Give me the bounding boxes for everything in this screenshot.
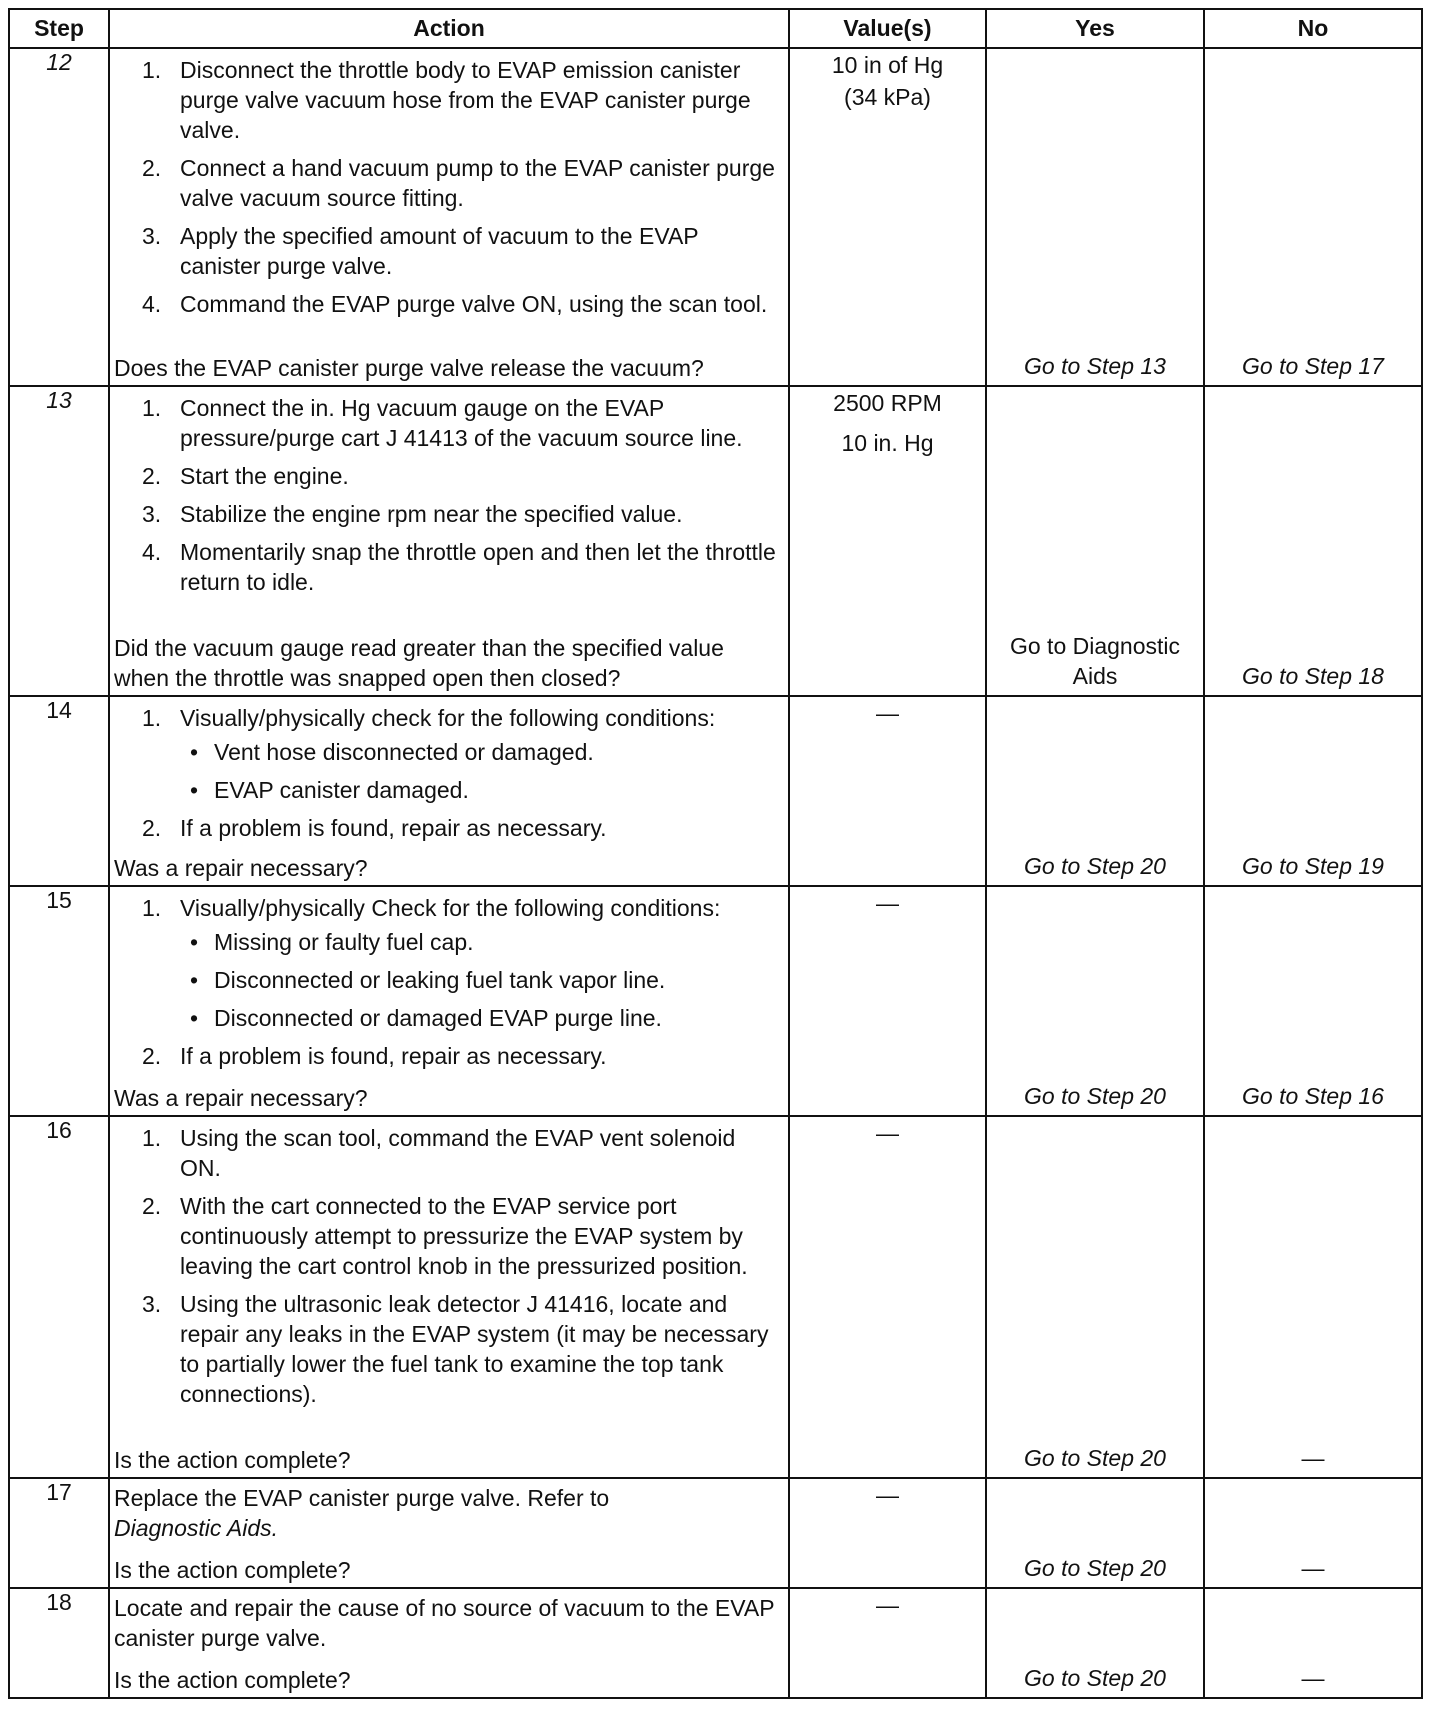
action-cell	[109, 386, 789, 696]
no-cell	[1204, 696, 1422, 886]
value-text: 2500 RPM	[833, 390, 942, 416]
action-question: Is the action complete?	[114, 1557, 351, 1583]
header-row	[9, 9, 1422, 48]
value-text: —	[876, 890, 899, 916]
step-text: Apply the specified amount of vacuum to the EVAP canister purge valve.	[180, 223, 699, 279]
step-number: 13	[9, 386, 109, 696]
action-step	[110, 393, 788, 453]
no-result: Go to Step 16	[1242, 1083, 1384, 1109]
value-text: —	[876, 1592, 899, 1618]
value-cell	[789, 1478, 986, 1588]
step-index: 2.	[142, 1193, 162, 1219]
step-index: 2.	[142, 155, 162, 181]
action-cell	[109, 696, 789, 886]
yes-cell	[986, 886, 1204, 1116]
table-row	[9, 1588, 1422, 1698]
action-step	[110, 813, 788, 843]
yes-result: Go to Step 20	[1024, 1445, 1166, 1471]
table-row	[9, 696, 1422, 886]
no-cell	[1204, 1478, 1422, 1588]
no-result: Go to Step 18	[1242, 663, 1384, 689]
step-index: 2.	[142, 463, 162, 489]
yes-cell	[986, 48, 1204, 386]
step-index: 1.	[142, 895, 162, 921]
action-cell	[109, 1588, 789, 1698]
action-step	[110, 289, 788, 319]
action-step	[110, 703, 788, 805]
action-cell	[109, 1116, 789, 1478]
table-row	[9, 48, 1422, 386]
step-index: 4.	[142, 539, 162, 565]
step-text: Connect a hand vacuum pump to the EVAP canister purge valve vacuum source fitting.	[180, 155, 775, 211]
step-text: If a problem is found, repair as necessary.	[180, 1043, 607, 1069]
value-cell	[789, 48, 986, 386]
step-text: If a problem is found, repair as necessary.	[180, 815, 607, 841]
action-question: Does the EVAP canister purge valve release the vacuum?	[114, 355, 704, 381]
action-step	[110, 1041, 788, 1071]
condition-bullet: • EVAP canister damaged.	[180, 775, 780, 805]
step-number: 16	[9, 1116, 109, 1478]
yes-result: Go to Step 13	[1024, 353, 1166, 379]
step-text: Start the engine.	[180, 463, 349, 489]
action-text	[110, 1479, 788, 1547]
no-result: —	[1301, 1555, 1325, 1581]
step-index: 3.	[142, 501, 162, 527]
action-question: Is the action complete?	[114, 1667, 351, 1693]
value-cell	[789, 1116, 986, 1478]
no-result: —	[1301, 1445, 1325, 1471]
step-number: 14	[9, 696, 109, 886]
no-result: Go to Step 17	[1242, 353, 1384, 379]
step-text: With the cart connected to the EVAP service port continuously attempt to pressurize the EVAP system by leaving the cart control knob in the pressurized position.	[180, 1193, 748, 1279]
value-cell	[789, 886, 986, 1116]
step-number: 15	[9, 886, 109, 1116]
action-question: Did the vacuum gauge read greater than the specified value when the throttle was snapped open then closed?	[114, 635, 724, 691]
step-text: Stabilize the engine rpm near the specified value.	[180, 501, 683, 527]
value-text: —	[876, 1120, 899, 1146]
value-cell	[789, 1588, 986, 1698]
yes-cell	[986, 386, 1204, 696]
step-index: 1.	[142, 1125, 162, 1151]
action-sentence: Replace the EVAP canister purge valve. Refer to	[114, 1485, 610, 1511]
step-number: 12	[9, 48, 109, 386]
yes-result: Go to Step 20	[1024, 1083, 1166, 1109]
action-question: Was a repair necessary?	[114, 855, 368, 881]
yes-cell	[986, 1588, 1204, 1698]
no-result: —	[1301, 1665, 1325, 1691]
step-number: 17	[9, 1478, 109, 1588]
action-step	[110, 499, 788, 529]
table-row	[9, 1478, 1422, 1588]
step-index: 4.	[142, 291, 162, 317]
yes-result: Go to Step 20	[1024, 1665, 1166, 1691]
step-text: Disconnect the throttle body to EVAP emission canister purge valve vacuum hose from the EVAP canister purge valve.	[180, 57, 751, 143]
yes-cell	[986, 1116, 1204, 1478]
action-step	[110, 537, 788, 597]
action-question: Was a repair necessary?	[114, 1085, 368, 1111]
diagnostic-table	[8, 8, 1423, 1699]
yes-result: Go to Step 20	[1024, 1555, 1166, 1581]
value-text-secondary: 10 in. Hg	[841, 430, 934, 456]
value-text: —	[876, 1482, 899, 1508]
action-step	[110, 1289, 788, 1409]
table-row	[9, 886, 1422, 1116]
step-index: 3.	[142, 1291, 162, 1317]
step-text: Command the EVAP purge valve ON, using the scan tool.	[180, 291, 768, 317]
no-cell	[1204, 886, 1422, 1116]
action-question: Is the action complete?	[114, 1447, 351, 1473]
action-cell	[109, 1478, 789, 1588]
value-text: 10 in of Hg	[831, 52, 944, 78]
header-values: Value(s)	[789, 9, 986, 48]
header-no: No	[1204, 9, 1422, 48]
step-text: Momentarily snap the throttle open and then let the throttle return to idle.	[180, 539, 776, 595]
condition-bullet: • Missing or faulty fuel cap.	[180, 927, 780, 957]
value-text-secondary: (34 kPa)	[844, 84, 931, 110]
condition-bullet: • Disconnected or leaking fuel tank vapor line.	[180, 965, 780, 995]
no-cell	[1204, 386, 1422, 696]
step-text: Using the ultrasonic leak detector J 41416, locate and repair any leaks in the EVAP system (it may be necessary to partially lower the fuel tank to examine the top tank connections).	[180, 1291, 769, 1407]
header-action: Action	[109, 9, 789, 48]
step-number: 18	[9, 1588, 109, 1698]
value-text: —	[876, 700, 899, 726]
action-step	[110, 461, 788, 491]
action-text: Locate and repair the cause of no source of vacuum to the EVAP canister purge valve.	[114, 1595, 775, 1651]
value-cell	[789, 386, 986, 696]
action-step	[110, 1191, 788, 1281]
condition-bullet: • Disconnected or damaged EVAP purge line.	[180, 1003, 780, 1033]
no-result: Go to Step 19	[1242, 853, 1384, 879]
no-cell	[1204, 1116, 1422, 1478]
yes-cell	[986, 696, 1204, 886]
action-step	[110, 55, 788, 145]
action-cell	[109, 886, 789, 1116]
header-step: Step	[9, 9, 109, 48]
table-row	[9, 1116, 1422, 1478]
step-index: 2.	[142, 815, 162, 841]
value-cell	[789, 696, 986, 886]
step-text: Connect the in. Hg vacuum gauge on the EVAP pressure/purge cart J 41413 of the vacuum source line.	[180, 395, 743, 451]
action-step	[110, 153, 788, 213]
condition-bullet: • Vent hose disconnected or damaged.	[180, 737, 780, 767]
yes-result: Go to Diagnostic Aids	[1009, 633, 1181, 689]
step-index: 2.	[142, 1043, 162, 1069]
step-index: 1.	[142, 705, 162, 731]
no-cell	[1204, 1588, 1422, 1698]
action-step	[110, 221, 788, 281]
no-cell	[1204, 48, 1422, 386]
action-cell	[109, 48, 789, 386]
step-index: 3.	[142, 223, 162, 249]
table-row	[9, 386, 1422, 696]
diagnostic-aids-reference: Diagnostic Aids.	[114, 1515, 279, 1541]
yes-cell	[986, 1478, 1204, 1588]
action-step	[110, 893, 788, 1033]
yes-result: Go to Step 20	[1024, 853, 1166, 879]
step-text: Visually/physically check for the following conditions:	[180, 705, 716, 731]
header-yes: Yes	[986, 9, 1204, 48]
action-step	[110, 1123, 788, 1183]
step-index: 1.	[142, 57, 162, 83]
step-text: Using the scan tool, command the EVAP vent solenoid ON.	[180, 1125, 736, 1181]
step-text: Visually/physically Check for the following conditions:	[180, 895, 721, 921]
step-index: 1.	[142, 395, 162, 421]
